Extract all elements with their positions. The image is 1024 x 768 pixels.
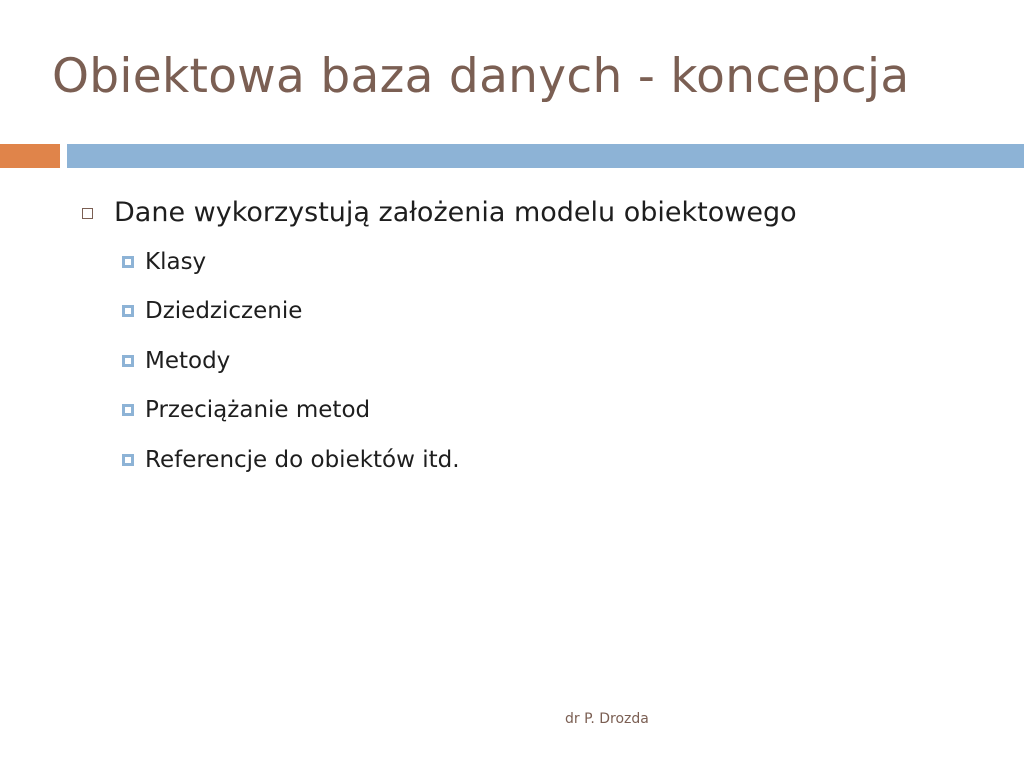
sub-bullet-item	[122, 435, 984, 485]
square-bullet-icon	[122, 305, 134, 317]
square-bullet-icon	[122, 454, 134, 466]
sub-bullet-text: Przeciążanie metod	[145, 397, 371, 424]
sub-bullet-item	[122, 237, 984, 287]
sub-bullet-text: Dziedziczenie	[145, 298, 303, 325]
square-bullet-icon	[122, 355, 134, 367]
slide-content	[82, 193, 984, 485]
slide-footer: dr P. Drozda	[565, 711, 649, 727]
sub-bullet-item	[122, 386, 984, 436]
bullet-text: Dane wykorzystują założenia modelu obiektowego	[114, 196, 797, 228]
sub-bullet-text: Klasy	[145, 248, 207, 275]
sub-bullet-item	[122, 336, 984, 386]
square-bullet-icon	[122, 256, 134, 268]
slide-title: Obiektowa baza danych - koncepcja	[52, 49, 910, 104]
title-divider-bar	[67, 144, 1024, 168]
sub-bullet-item	[122, 287, 984, 337]
sub-bullet-text: Referencje do obiektów itd.	[145, 446, 460, 473]
title-accent-bar	[0, 144, 60, 168]
bullet-item	[82, 193, 984, 231]
square-bullet-icon	[122, 404, 134, 416]
sub-bullet-list	[82, 237, 984, 485]
hollow-square-bullet-icon	[82, 208, 93, 219]
sub-bullet-text: Metody	[145, 347, 231, 374]
